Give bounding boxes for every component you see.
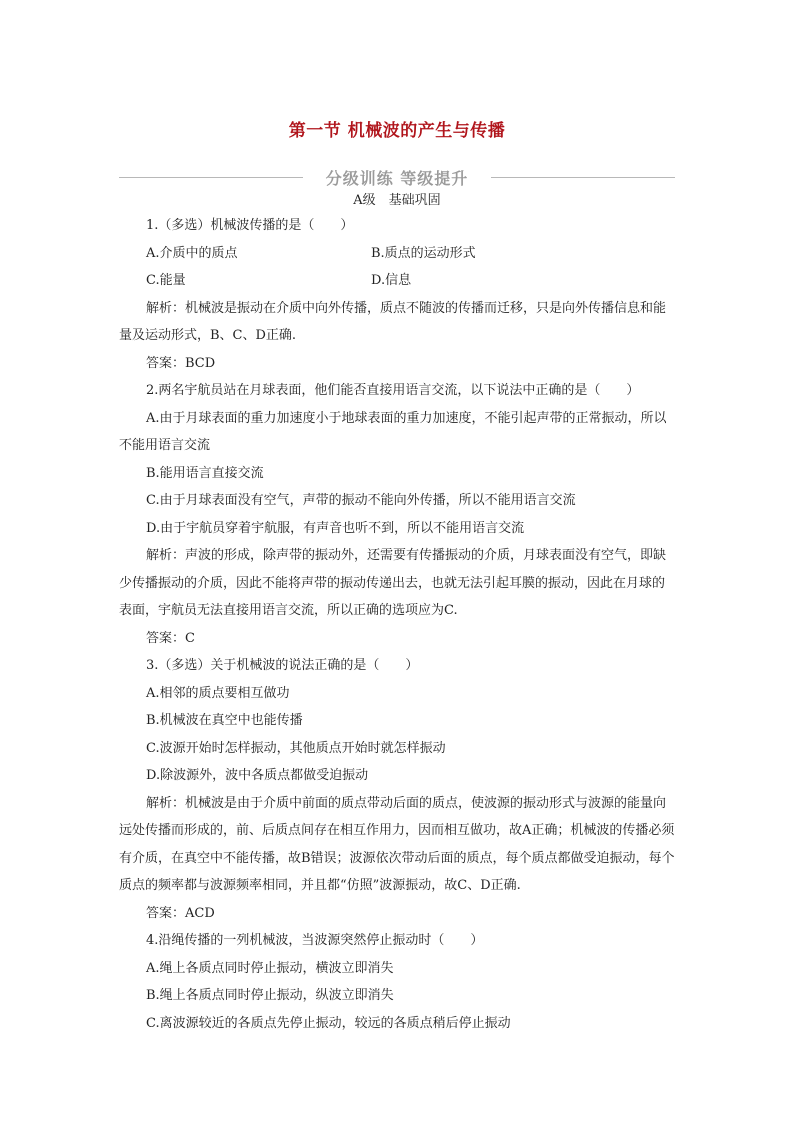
q3-option-d: D.除波源外，波中各质点都做受迫振动: [146, 768, 369, 783]
page-title: 第一节 机械波的产生与传播: [288, 121, 506, 141]
q1-options-row1: [119, 240, 675, 268]
q2-answer: 答案：C: [146, 630, 195, 646]
q1-stem: 1.（多选）机械波传播的是（ ）: [146, 218, 354, 233]
q2-option-b: B.能用语言直接交流: [146, 465, 264, 481]
q2-analysis: 解析：声波的形成，除声带的振动外，还需要有传播振动的介质，月球表面没有空气，即缺少传播振动的介质，因此不能将声带的振动传递出去，也就无法引起耳膜的振动，因此在月球的表面，宇航员无法直接用语言交流，所以正确的选项应为C.: [119, 548, 667, 618]
q1-option-c: C.能量: [146, 273, 186, 288]
q1-analysis: 解析：机械波是振动在介质中向外传播，质点不随波的传播而迁移，只是向外传播信息和能量及运动形式，B、C、D正确.: [119, 300, 667, 343]
q1-option-b: B.质点的运动形式: [371, 245, 476, 261]
q3-analysis: 解析：机械波是由于介质中前面的质点带动后面的质点，使波源的振动形式与波源的能量向远处传播而形成的，前、后质点间存在相互作用力，因而相互做功，故A正确；机械波的传播必须有介质，在真空中不能传播，故B错误；波源依次带动后面的质点，每个质点都做受迫振动，每个质点的频率都与波源频率相同，并且都“仿照”波源振动，故C、D正确.: [119, 795, 675, 893]
section-banner: [119, 166, 675, 188]
q4-stem: 4.沿绳传播的一列机械波，当波源突然停止振动时（ ）: [146, 933, 484, 948]
q1-options-row2: [119, 267, 675, 295]
q4-option-b: B.绳上各质点同时停止振动，纵波立即消失: [146, 988, 394, 1003]
question-content: [119, 212, 675, 1037]
banner-divider-right: [491, 177, 675, 178]
q1-answer: 答案：BCD: [146, 355, 216, 371]
q3-answer: 答案：ACD: [146, 905, 215, 921]
q2-stem: 2.两名宇航员站在月球表面，他们能否直接用语言交流，以下说法中正确的是（ ）: [146, 383, 640, 398]
q3-stem: 3.（多选）关于机械波的说法正确的是（ ）: [146, 658, 419, 673]
q3-option-c: C.波源开始时怎样振动，其他质点开始时就怎样振动: [146, 740, 446, 756]
q2-option-c: C.由于月球表面没有空气，声带的振动不能向外传播，所以不能用语言交流: [146, 493, 576, 508]
q1-option-d: D.信息: [371, 273, 412, 288]
level-heading: A级 基础巩固: [353, 193, 441, 208]
q1-option-a: A.介质中的质点: [146, 245, 238, 261]
q2-option-a: A.由于月球表面的重力加速度小于地球表面的重力加速度，不能引起声带的正常振动，所以不能用语言交流: [119, 410, 667, 453]
q4-option-c: C.离波源较近的各质点先停止振动，较远的各质点稍后停止振动: [146, 1015, 511, 1031]
q2-option-d: D.由于宇航员穿着宇航服，有声音也听不到，所以不能用语言交流: [146, 520, 525, 536]
q3-option-a: A.相邻的质点要相互做功: [146, 685, 290, 701]
banner-text: 分级训练 等级提升: [325, 169, 469, 188]
q3-option-b: B.机械波在真空中也能传播: [146, 713, 303, 728]
q4-option-a: A.绳上各质点同时停止振动，横波立即消失: [146, 960, 394, 976]
